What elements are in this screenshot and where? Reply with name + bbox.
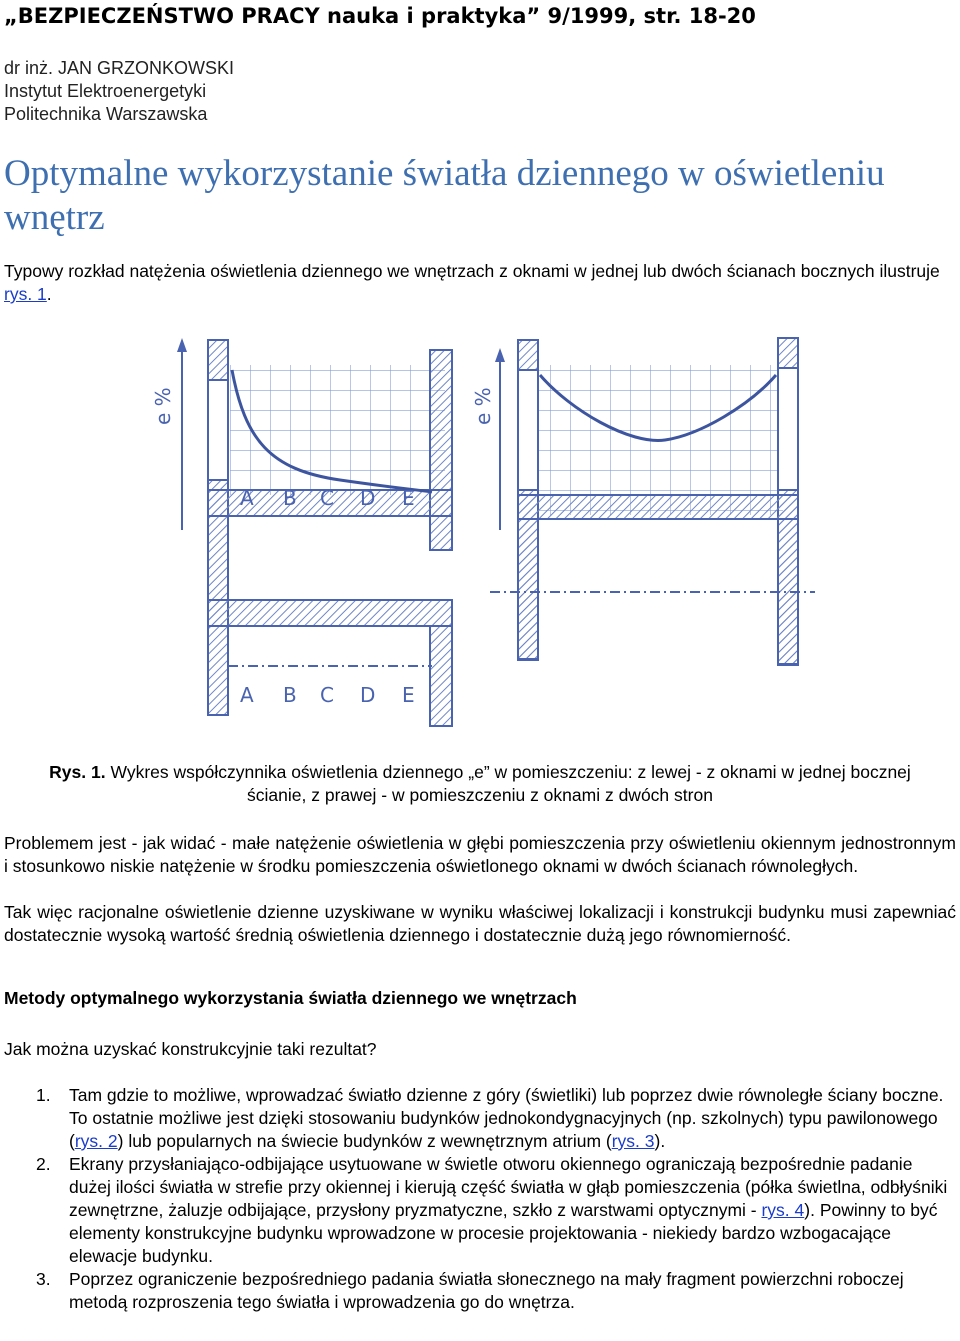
- figure-3-link[interactable]: rys. 3: [611, 1131, 655, 1151]
- source-header: „BEZPIECZEŃSTWO PRACY nauka i praktyka” 9/1999, str. 18-20: [4, 4, 756, 28]
- left-point-label: A: [240, 486, 254, 510]
- right-lower-left-wall: [518, 519, 538, 659]
- left-lower-point-label: E: [402, 683, 415, 707]
- figure-1-link[interactable]: rys. 1: [4, 284, 47, 304]
- list-number: 2.: [36, 1154, 51, 1174]
- left-wall-top: [208, 340, 228, 380]
- left-lower-point-label: D: [360, 683, 376, 707]
- left-axis-arrow: [177, 338, 187, 352]
- list-number: 3.: [36, 1269, 51, 1289]
- left-lower-point-label: A: [240, 683, 254, 707]
- list-text: ) lub popularnych na świecie budynków z wewnętrznym atrium (: [117, 1131, 612, 1151]
- figure-2-link[interactable]: rys. 2: [74, 1131, 118, 1151]
- right-axis-label: e %: [471, 387, 495, 425]
- list-item: [0, 1084, 958, 1153]
- figure-1-diagram: [150, 330, 830, 740]
- left-lower-point-label: B: [283, 683, 297, 707]
- left-point-label: B: [283, 486, 297, 510]
- list-text: ).: [654, 1131, 666, 1151]
- article-title: Optymalne wykorzystanie światła dziennego w oświetleniu wnętrz: [4, 153, 885, 238]
- figure-4-link[interactable]: rys. 4: [761, 1200, 805, 1220]
- list-text: Ekrany przysłaniająco-odbijające usytuowane w świetle otworu okiennego ograniczają bezpośrednie padanie dużej ilości światła w strefie przy okiennej i kierują część światła w głąb pomieszczenia (półka świetlna, odbłyśniki zewnętrzne, żaluzje odbijające, przysłony pryzmatyczne, szkło z warstwami optycznymi -: [69, 1154, 948, 1220]
- intro-end: .: [46, 284, 52, 304]
- list-text: ). Powinny to być elementy konstrukcyjne budynku wprowadzone w procesie projektowania - niekiedy bardzo wzbogacające elewacje budynku.: [69, 1200, 938, 1266]
- paragraph-2: Tak więc racjonalne oświetlenie dzienne uzyskiwane w wyniku właściwej lokalizacji i konstrukcji budynku musi zapewniać dostatecznie wysoką wartość średnią oświetlenia dziennego i dostatecznie dużą jego równomierność.: [4, 902, 956, 945]
- author-institute: Instytut Elektroenergetyki: [4, 81, 207, 101]
- list-item: [0, 1268, 958, 1314]
- left-right-wall: [430, 350, 452, 550]
- question: Jak można uzyskać konstrukcyjnie taki rezultat?: [4, 1039, 377, 1059]
- right-diagram-two-side-windows: [471, 338, 815, 665]
- left-point-label: E: [402, 486, 415, 510]
- left-lower-slab: [208, 600, 452, 626]
- caption-text: Wykres współczynnika oświetlenia dziennego „e” w pomieszczeniu: z lewej - z oknami w jednej bocznej ścianie, z prawej - w pomieszczeniu z oknami z dwóch stron: [105, 762, 911, 805]
- left-lower-point-label: C: [320, 683, 334, 707]
- right-left-wall-top: [518, 340, 538, 370]
- left-lower-right-wall: [430, 626, 452, 726]
- right-right-wall-top: [778, 338, 798, 368]
- intro-paragraph: [4, 260, 944, 306]
- list-text: Poprzez ograniczenie bezpośredniego padania światła słonecznego na mały fragment powierzchni roboczej metodą rozproszenia tego światła i wprowadzenia go do wnętrza.: [69, 1269, 904, 1312]
- right-axis-arrow: [495, 348, 505, 362]
- list-text: Tam gdzie to możliwe, wprowadzać światło dzienne z góry (świetliki) lub poprzez dwie równoległe ściany boczne. To ostatnie możliwe jest dzięki stosowaniu budynków jednokondygnacyjnych (np. szkolnych) typu pawilonowego (: [69, 1085, 944, 1151]
- author-name: dr inż. JAN GRZONKOWSKI: [4, 58, 235, 78]
- figure-1-caption: [40, 761, 920, 807]
- list-item: [0, 1153, 958, 1268]
- caption-label: Rys. 1.: [49, 762, 106, 782]
- section-heading: Metody optymalnego wykorzystania światła dziennego we wnętrzach: [4, 988, 577, 1008]
- left-point-label: C: [320, 486, 334, 510]
- left-window: [208, 380, 228, 480]
- left-grid: [230, 365, 445, 495]
- right-right-window: [778, 368, 798, 490]
- right-floor: [518, 495, 798, 519]
- right-left-window: [518, 370, 538, 490]
- author-block: [4, 57, 234, 126]
- left-diagram-one-side-windows: [151, 338, 452, 726]
- list-number: 1.: [36, 1085, 51, 1105]
- author-university: Politechnika Warszawska: [4, 104, 208, 124]
- intro-text: Typowy rozkład natężenia oświetlenia dziennego we wnętrzach z oknami w jednej lub dwóch ścianach bocznych ilustruje: [4, 261, 940, 281]
- left-axis-label: e %: [151, 387, 175, 425]
- left-point-label: D: [360, 486, 376, 510]
- methods-list: [0, 1084, 958, 1314]
- paragraph-1: Problemem jest - jak widać - małe natężenie oświetlenia w głębi pomieszczenia przy oświetleniu okiennym jednostronnym i stosunkowo niskie natężenie w środku pomieszczenia oświetlonego oknami w dwóch ścianach równoległych.: [4, 833, 956, 876]
